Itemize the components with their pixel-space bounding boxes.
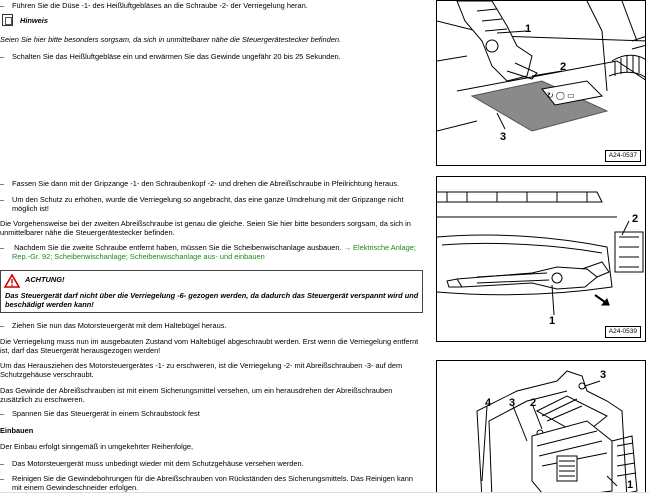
achtung-title: ACHTUNG! — [25, 275, 65, 284]
hinweis-title: Hinweis — [20, 16, 48, 25]
step-remove-wiper — [0, 243, 424, 261]
step-grip-pliers: – Fassen Sie dann mit der Gripzange -1- den Schraubenkopf -2- und drehen die Abreißschraube in Pfeilrichtung heraus. — [0, 179, 428, 188]
paragraph-install: Der Einbau erfolgt sinngemäß in umgekehrter Reihenfolge, — [0, 442, 194, 451]
callout-3-left: 3 — [509, 397, 516, 409]
figure-grip-pliers — [436, 176, 646, 342]
warning-icon — [4, 274, 20, 288]
figure-heat-gun — [436, 0, 646, 166]
callout-2: 2 — [530, 397, 537, 409]
callout-3: 3 — [600, 369, 607, 381]
step-housing: – Das Motorsteuergerät muss unbedingt wieder mit dem Schutzgehäuse versehen werden. — [0, 459, 428, 468]
achtung-text: Das Steuergerät darf nicht über die Verriegelung -6- gezogen werden, da dadurch das Steuergerät verspannt wird und beschädigt werden kann! — [5, 291, 419, 310]
callout-4: 4 — [485, 397, 492, 409]
callout-2: 2 — [632, 213, 639, 225]
hinweis-text: Seien Sie hier bitte besonders sorgsam, da sich in unmittelbarer nähe die Steuergerätestecker befinden. — [0, 35, 341, 44]
step-heat-thread: – Schalten Sie das Heißluftgebläse ein und erwärmen Sie das Gewinde ungefähr 20 bis 25 Sekunden. — [0, 52, 428, 61]
svg-text:↻ ◯ ▭: ↻ ◯ ▭ — [547, 91, 575, 100]
paragraph-second-screw: Die Vorgehensweise bei der zweiten Abreißschraube ist genau die gleiche. Seien Sie hier bitte besonders sorgsam, da sich in unmittelbarer nähe die Steuergerätestecker befinden. — [0, 219, 411, 238]
callout-3: 3 — [500, 131, 507, 143]
figure-control-unit-drawing — [437, 361, 646, 498]
achtung-box — [0, 270, 423, 313]
figure-id: A24-0539 — [605, 326, 641, 338]
note-icon — [2, 14, 13, 26]
callout-2: 2 — [560, 61, 567, 73]
wiper-link[interactable]: → Elektrische Anlage; Rep.-Gr. 92; Scheibenwischanlage; Scheibenwischanlage aus- und einbauen — [12, 243, 416, 262]
step-remove-wiper-text: Nachdem Sie die zweite Schraube entfernt haben, müssen Sie die Scheibenwischanlage ausbauen. — [14, 243, 342, 252]
bottom-scroll-strip — [0, 492, 649, 500]
step-vice: – Spannen Sie das Steuergerät in einem Schraubstock fest — [0, 409, 428, 418]
callout-1: 1 — [627, 479, 634, 491]
figure-control-unit — [436, 360, 646, 498]
step-guide-nozzle: – Führen Sie die Düse -1- des Heißluftgebläses an die Schraube -2- der Verriegelung heran. — [0, 1, 428, 10]
figure-heat-gun-drawing — [437, 1, 646, 166]
paragraph-thread-locker: Das Gewinde der Abreißschrauben ist mit einem Sicherungsmittel versehen, um ein herausdrehen der Abreißschrauben zusätzlich zu erschweren. — [0, 386, 393, 405]
figure-id: A24-0537 — [605, 150, 641, 162]
callout-1: 1 — [549, 315, 556, 327]
step-pull-ecu: – Ziehen Sie nun das Motorsteuergerät mit dem Haltebügel heraus. — [0, 321, 428, 330]
step-clean-threads: – Reinigen Sie die Gewindebohrungen für die Abreißschrauben von Rückständen des Sicherungsmittels. Das Reinigen kann mit einem Gewindeschneider erfolgen. — [0, 474, 424, 492]
callout-1: 1 — [525, 23, 532, 35]
figure-grip-pliers-drawing — [437, 177, 646, 342]
heading-einbauen: Einbauen — [0, 426, 34, 435]
paragraph-unscrew-lock: Die Verriegelung muss nun im ausgebauten Zustand vom Haltebügel abgeschraubt werden. Erst wenn die Verriegelung entfernt ist, darf das Steuergerät herausgezogen werden! — [0, 337, 419, 356]
paragraph-breakaway-screws: Um das Herausziehen des Motorsteuergerätes -1- zu erschweren, ist die Verriegelung -2- mit Abreißschrauben -3- auf dem Schutzgehäuse verschraubt. — [0, 361, 403, 380]
step-lock-rotation: – Um den Schutz zu erhöhen, wurde die Verriegelung so angebracht, das eine ganze Umdrehung mit der Gripzange nicht möglich ist! — [0, 195, 424, 213]
